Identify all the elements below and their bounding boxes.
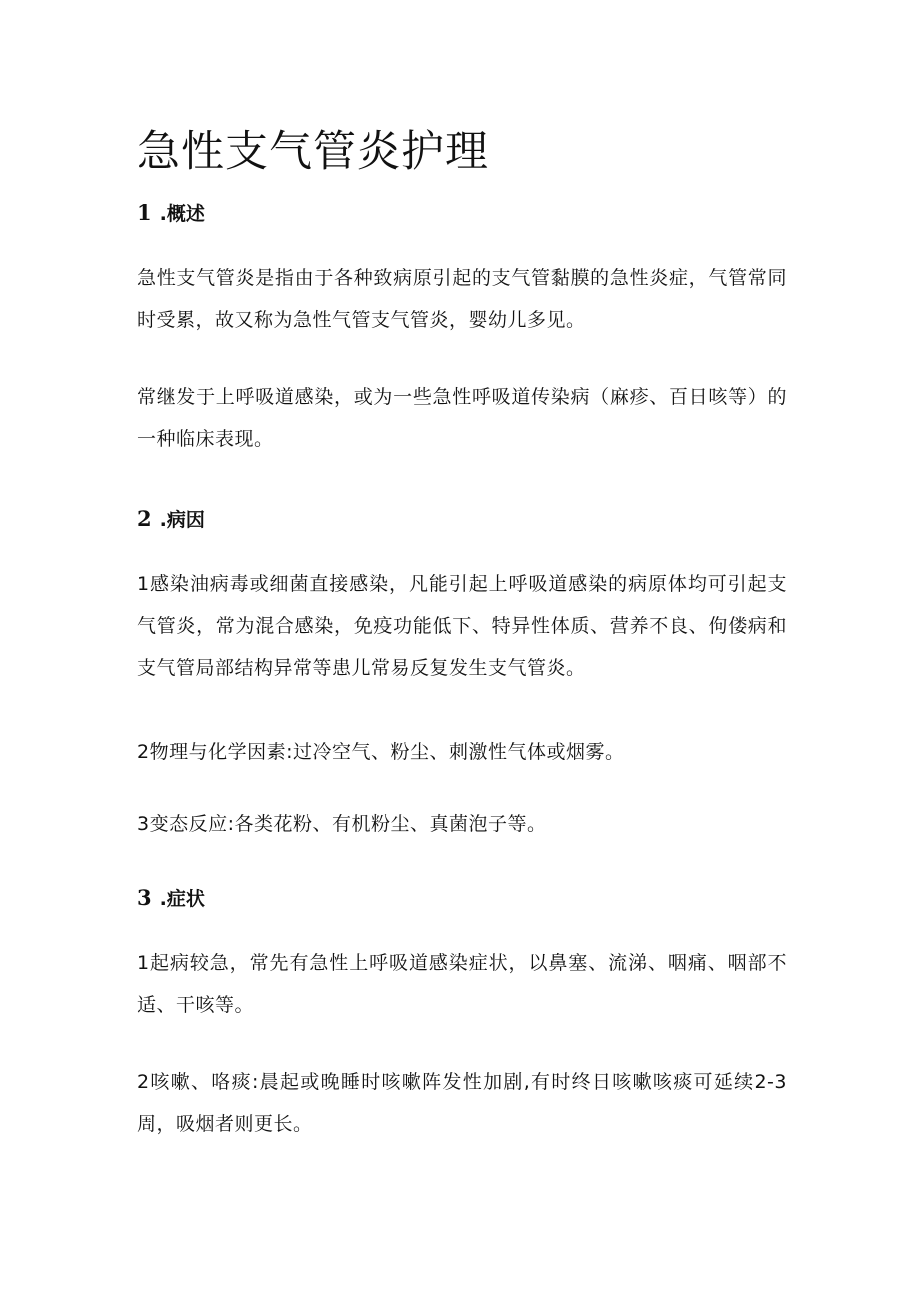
section-heading-symptoms [137, 883, 205, 914]
section-heading-etiology [137, 504, 205, 535]
section-heading-label: .病因 [159, 509, 205, 531]
section-heading-overview [137, 198, 205, 229]
paragraph: 2咳嗽、咯痰:晨起或晚睡时咳嗽阵发性加剧,有时终日咳嗽咳痰可延续2-3周，吸烟者则更长。 [137, 1071, 787, 1135]
paragraph: 急性支气管炎是指由于各种致病原引起的支气管黏膜的急性炎症，气管常同时受累，故又称为急性气管支气管炎，婴幼儿多见。 [137, 267, 787, 331]
section-number: 2 [137, 506, 152, 531]
paragraph: 常继发于上呼吸道感染，或为一些急性呼吸道传染病（麻疹、百日咳等）的一种临床表现。 [137, 386, 787, 450]
section-heading-label: .概述 [159, 203, 205, 225]
paragraph: 3变态反应:各类花粉、有机粉尘、真菌泡子等。 [137, 813, 547, 835]
page-title: 急性支气管炎护理 [137, 127, 489, 177]
section-number: 1 [137, 200, 152, 225]
section-number: 3 [137, 885, 152, 910]
section-heading-label: .症状 [159, 888, 205, 910]
paragraph: 2物理与化学因素:过冷空气、粉尘、刺激性气体或烟雾。 [137, 741, 625, 763]
paragraph: 1起病较急，常先有急性上呼吸道感染症状，以鼻塞、流涕、咽痛、咽部不适、干咳等。 [137, 952, 787, 1016]
paragraph: 1感染油病毒或细菌直接感染，凡能引起上呼吸道感染的病原体均可引起支气管炎，常为混合感染，免疫功能低下、特异性体质、营养不良、佝偻病和支气管局部结构异常等患儿常易反复发生支气管炎。 [137, 573, 787, 679]
